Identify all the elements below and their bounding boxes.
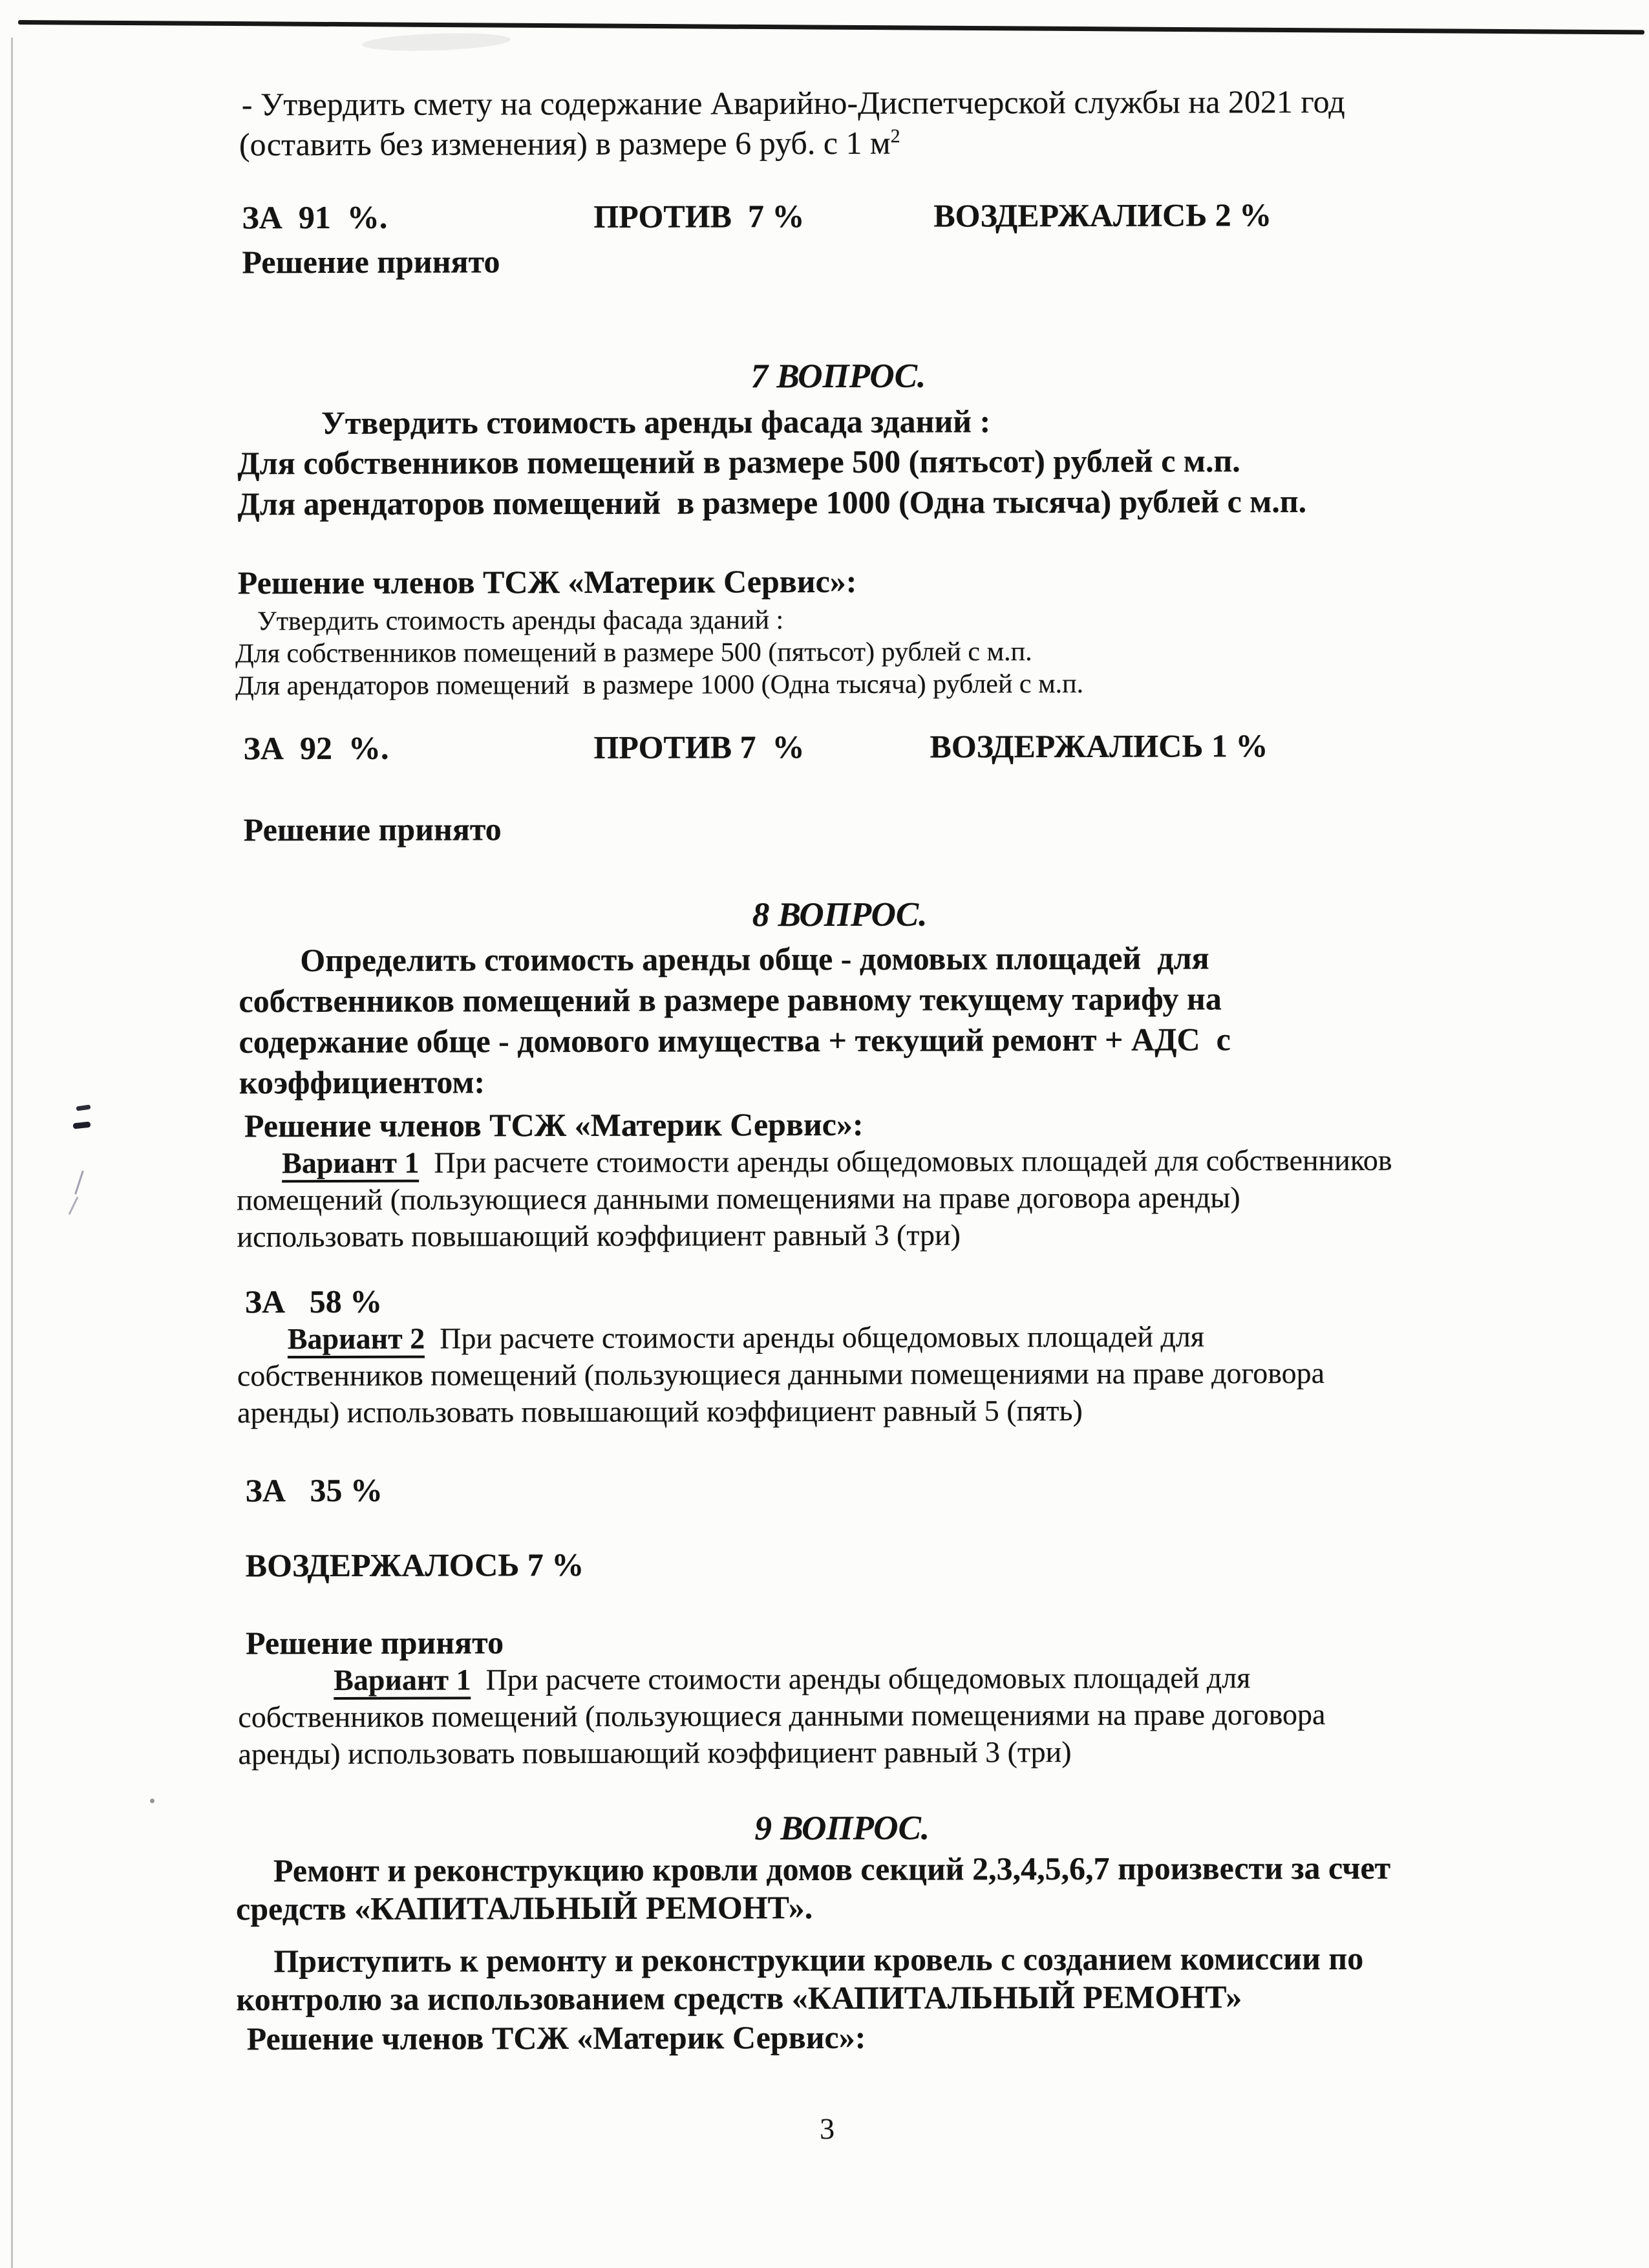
q9-resolution-header: Решение членов ТСЖ «Материк Сервис»: (246, 2018, 866, 2057)
q7-proposal-line2: Для собственников помещений в размере 500 (пятьсот) рублей с м.п. (237, 442, 1240, 482)
q7-vote-abstained: ВОЗДЕРЖАЛИСЬ 1 % (930, 727, 1268, 765)
q7-result: Решение принято (243, 811, 502, 848)
q8-variant2-text: При расчете стоимости аренды общедомовых площадей для собственников помещений (пользующиеся данными помещениями на праве договора аренды) использовать повышающий коэффициент равный 5 (пять) (237, 1320, 1325, 1429)
q6-vote-protiv: ПРОТИВ 7 % (593, 198, 805, 235)
intro-paragraph-line2 (239, 123, 900, 165)
q8-adopted-variant-paragraph (238, 1659, 1326, 1772)
q7-vote-line (0, 726, 1648, 769)
q7-resolution-line2: Для собственников помещений в размере 500 (пятьсот) рублей с м.п. (235, 637, 1032, 669)
q8-variant1-vote: ЗА 58 % (244, 1283, 383, 1320)
q8-variant1-text: При расчете стоимости аренды общедомовых площадей для собственников помещений (пользующиеся данными помещениями на праве договора аренды) использовать повышающий коэффициент равный 3 (три) (237, 1143, 1392, 1254)
intro-line2-text: (оставить без изменения) в размере 6 руб. с 1 м (239, 124, 891, 163)
intro-paragraph-line1: - Утвердить смету на содержание Аварийно-Диспетчерской службы на 2021 год (241, 83, 1345, 123)
q7-title: 7 ВОПРОС. (750, 357, 926, 396)
q8-variant2-vote: ЗА 35 % (245, 1471, 383, 1509)
q8-variant2-label: Вариант 2 (288, 1322, 425, 1359)
q6-vote-abstained: ВОЗДЕРЖАЛИСЬ 2 % (933, 197, 1272, 234)
q8-abstained: ВОЗДЕРЖАЛОСЬ 7 % (245, 1546, 584, 1584)
q7-resolution-line3: Для арендаторов помещений в размере 1000 (Одна тысяча) рублей с м.п. (235, 669, 1084, 701)
q9-proposal-paragraph1: Ремонт и реконструкцию кровли домов секций 2,3,4,5,6,7 произвести за счет средств «КАПИТАЛЬНЫЙ РЕМОНТ». (236, 1849, 1391, 1927)
square-meter-superscript: 2 (890, 125, 900, 147)
q8-variant2-paragraph (237, 1318, 1325, 1431)
q9-proposal-paragraph2: Приступить к ремонту и реконструкции кровель с созданием комиссии по контролю за использованием средств «КАПИТАЛЬНЫЙ РЕМОНТ» (236, 1940, 1364, 2018)
q8-variant1-label: Вариант 1 (282, 1146, 420, 1183)
q6-vote-line (0, 195, 1646, 239)
q7-vote-protiv: ПРОТИВ 7 % (593, 729, 805, 765)
q9-title: 9 ВОПРОС. (754, 1809, 930, 1848)
q7-proposal-line3: Для арендаторов помещений в размере 1000 (Одна тысяча) рублей с м.п. (237, 483, 1307, 522)
q8-proposal: Определить стоимость аренды обще - домовых площадей для собственников помещений в размере равному текущему тарифу на содержание обще - домового имущества + текущий ремонт + АДС с коэффициентом: (239, 939, 1231, 1101)
q7-resolution-line1: Утвердить стоимость аренды фасада зданий : (257, 605, 784, 637)
q7-resolution-header: Решение членов ТСЖ «Материк Сервис»: (237, 562, 857, 601)
q7-vote-za: ЗА 92 %. (243, 729, 389, 767)
page-number: 3 (819, 2112, 835, 2146)
q7-proposal-line1: Утвердить стоимость аренды фасада зданий : (321, 403, 991, 442)
q8-adopted-variant-text: При расчете стоимости аренды общедомовых площадей для собственников помещений (пользующиеся данными помещениями на праве договора аренды) использовать повышающий коэффициент равный 3 (три) (238, 1661, 1326, 1771)
q8-result: Решение принято (245, 1624, 504, 1662)
q8-adopted-variant-label: Вариант 1 (334, 1663, 471, 1700)
q8-variant1-paragraph (237, 1142, 1392, 1256)
q8-title: 8 ВОПРОС. (752, 895, 928, 934)
q6-vote-za: ЗА 91 %. (242, 198, 388, 236)
q6-result: Решение принято (242, 243, 500, 281)
q8-resolution-header: Решение членов ТСЖ «Материк Сервис»: (244, 1106, 864, 1144)
